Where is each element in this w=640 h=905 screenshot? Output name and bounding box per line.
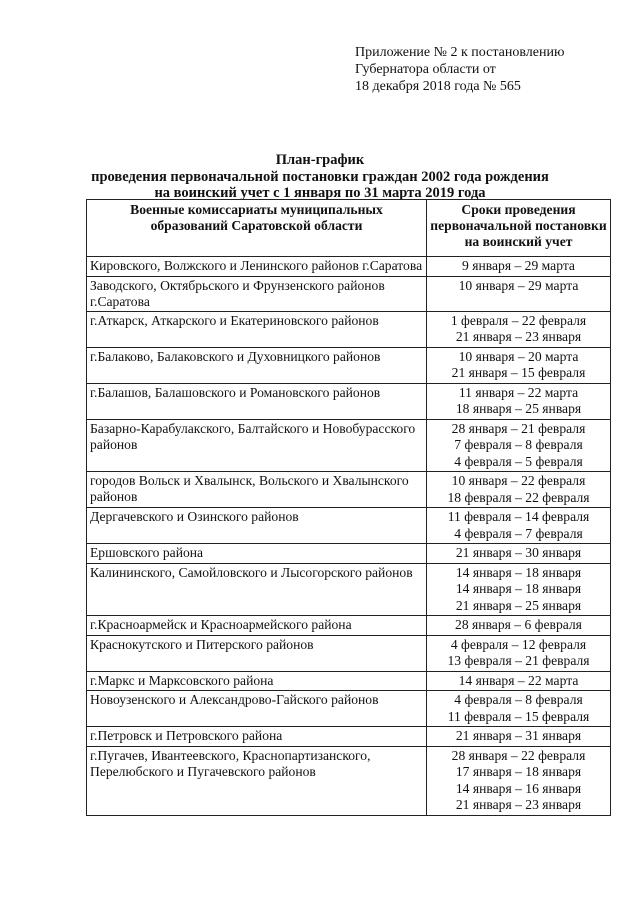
- document-title: [0, 152, 640, 202]
- registration-dates: [427, 383, 611, 419]
- date-range: 11 января – 22 марта: [458, 384, 579, 400]
- registration-dates: [427, 616, 611, 636]
- table-row: [87, 257, 611, 277]
- commissariat-name: Новоузенского и Александрово-Гайского районов: [87, 691, 427, 727]
- date-range: 17 января – 18 января: [455, 764, 582, 779]
- date-range: 11 февраля – 15 февраля: [447, 708, 590, 724]
- table-row: [87, 671, 611, 691]
- commissariat-name: Калининского, Самойловского и Лысогорского районов: [87, 563, 427, 616]
- table-row: [87, 746, 611, 815]
- commissariat-name: Краснокутского и Питерского районов: [87, 635, 427, 671]
- title-line-1: План-график: [275, 152, 365, 168]
- date-range: 4 февраля – 7 февраля: [454, 525, 583, 541]
- commissariat-name: г.Аткарск, Аткарского и Екатериновского районов: [87, 311, 427, 347]
- title-line-3: на воинский учет с 1 января по 31 марта 2019 года: [154, 185, 486, 201]
- registration-dates: [427, 727, 611, 747]
- commissariat-name: г.Красноармейск и Красноармейского района: [87, 616, 427, 636]
- table-row: [87, 635, 611, 671]
- date-range: 21 января – 31 января: [455, 728, 582, 743]
- table-row: [87, 276, 611, 311]
- date-range: 10 января – 20 марта: [458, 348, 579, 364]
- date-range: 14 января – 22 марта: [458, 672, 579, 688]
- appendix-note: [355, 44, 564, 95]
- appendix-line-1: Приложение № 2 к постановлению: [355, 45, 565, 60]
- registration-dates: [427, 635, 611, 671]
- registration-dates: [427, 419, 611, 472]
- date-range: 14 января – 18 января: [455, 564, 582, 580]
- date-range: 18 января – 25 января: [455, 401, 582, 416]
- date-range: 28 января – 21 февраля: [451, 420, 586, 436]
- date-range: 11 февраля – 14 февраля: [447, 509, 590, 524]
- table-row: [87, 727, 611, 747]
- registration-dates: [427, 544, 611, 564]
- table-header-row: [87, 200, 611, 257]
- registration-dates: [427, 347, 611, 383]
- date-range: 14 января – 16 января: [455, 780, 582, 796]
- date-range: 18 февраля – 22 февраля: [447, 489, 590, 505]
- date-range: 21 января – 15 февраля: [451, 365, 586, 380]
- registration-dates: [427, 671, 611, 691]
- registration-dates: [427, 311, 611, 347]
- date-range: 10 января – 22 февраля: [451, 473, 586, 488]
- table-row: [87, 419, 611, 472]
- date-range: 21 января – 25 января: [455, 597, 582, 613]
- schedule-table: [86, 199, 611, 816]
- title-line-2: проведения первоначальной постановки граждан 2002 года рождения: [91, 168, 549, 185]
- table-body: [87, 257, 611, 816]
- date-range: 9 января – 29 марта: [462, 258, 575, 273]
- header-commissariats: Военные комиссариаты муниципальных образований Саратовской области: [87, 200, 427, 257]
- date-range: 1 февраля – 22 февраля: [450, 312, 587, 328]
- table-row: [87, 691, 611, 727]
- table-row: [87, 347, 611, 383]
- commissariat-name: городов Вольск и Хвалынск, Вольского и Хвалынского районов: [87, 472, 427, 508]
- registration-dates: [427, 563, 611, 616]
- commissariat-name: Ершовского района: [87, 544, 427, 564]
- date-range: 21 января – 30 января: [455, 545, 582, 560]
- date-range: 4 февраля – 8 февраля: [454, 692, 583, 707]
- commissariat-name: г.Пугачев, Ивантеевского, Краснопартизанского, Перелюбского и Пугачевского районов: [87, 746, 427, 815]
- table-row: [87, 383, 611, 419]
- date-range: 28 января – 22 февраля: [451, 747, 586, 763]
- registration-dates: [427, 746, 611, 815]
- table-row: [87, 544, 611, 564]
- table-row: [87, 616, 611, 636]
- table-row: [87, 508, 611, 544]
- table-row: [87, 311, 611, 347]
- table-row: [87, 563, 611, 616]
- registration-dates: [427, 257, 611, 277]
- commissariat-name: г.Балашов, Балашовского и Романовского районов: [87, 383, 427, 419]
- date-range: 21 января – 23 января: [455, 329, 582, 344]
- registration-dates: [427, 508, 611, 544]
- appendix-line-2: Губернатора области от: [355, 62, 496, 77]
- date-range: 10 января – 29 марта: [458, 277, 579, 293]
- date-range: 7 февраля – 8 февраля: [454, 437, 583, 452]
- registration-dates: [427, 691, 611, 727]
- date-range: 14 января – 18 января: [455, 581, 582, 596]
- commissariat-name: Заводского, Октябрьского и Фрунзенского районов г.Саратова: [87, 276, 427, 311]
- appendix-line-3: 18 декабря 2018 года № 565: [355, 79, 521, 94]
- commissariat-name: Дергачевского и Озинского районов: [87, 508, 427, 544]
- table-row: [87, 472, 611, 508]
- date-range: 28 января – 6 февраля: [455, 617, 582, 632]
- commissariat-name: Кировского, Волжского и Ленинского районов г.Саратова: [87, 257, 427, 277]
- header-dates: Сроки проведения первоначальной постановки на воинский учет: [427, 200, 611, 257]
- commissariat-name: Базарно-Карабулакского, Балтайского и Новобурасского районов: [87, 419, 427, 472]
- date-range: 13 февраля – 21 февраля: [447, 653, 590, 668]
- date-range: 4 февраля – 12 февраля: [450, 636, 587, 652]
- date-range: 21 января – 23 января: [455, 797, 582, 812]
- registration-dates: [427, 472, 611, 508]
- date-range: 4 февраля – 5 февраля: [454, 453, 583, 469]
- commissariat-name: г.Петровск и Петровского района: [87, 727, 427, 747]
- commissariat-name: г.Маркс и Марксовского района: [87, 671, 427, 691]
- registration-dates: [427, 276, 611, 311]
- commissariat-name: г.Балаково, Балаковского и Духовницкого районов: [87, 347, 427, 383]
